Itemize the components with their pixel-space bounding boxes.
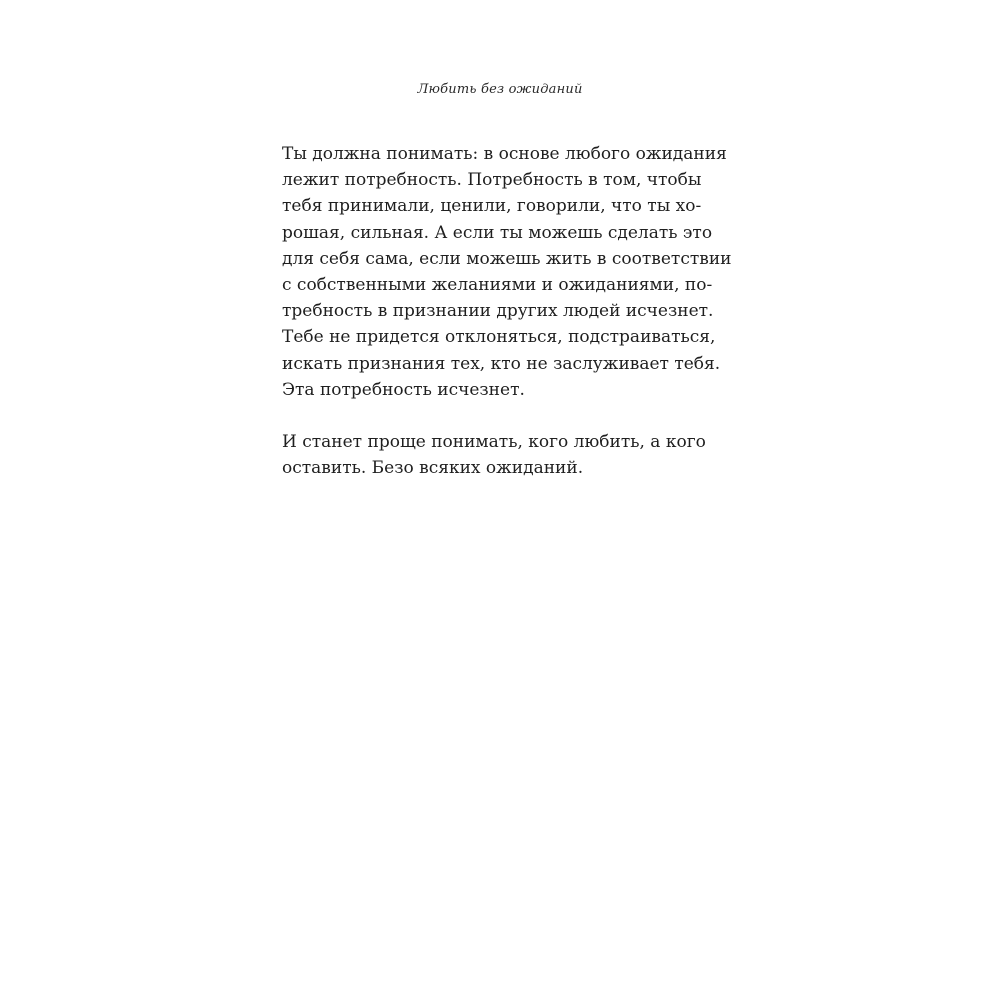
text-line: Эта потребность исчезнет. (282, 379, 525, 400)
paragraph-1 (282, 141, 732, 403)
text-line: Ты должна понимать: в основе любого ожидания (282, 144, 727, 164)
text-line: лежит потребность. Потребность в том, чтобы (282, 170, 702, 191)
paragraph-spacer (282, 403, 732, 429)
running-header-title: Любить без ожиданий (417, 82, 583, 97)
paragraph-2 (282, 429, 732, 481)
text-line: тебя принимали, ценили, говорили, что ты хо- (282, 196, 702, 217)
text-line: для себя сама, если можешь жить в соответствии (282, 248, 732, 269)
text-line: требность в признании других людей исчезнет. (282, 301, 714, 322)
text-line: Тебе не придется отклоняться, подстраиваться, (282, 327, 716, 348)
text-line: искать признания тех, кто не заслуживает тебя. (282, 353, 721, 374)
body-text (282, 141, 732, 481)
text-line: И станет проще понимать, кого любить, а кого (282, 432, 706, 453)
text-line: с собственными желаниями и ожиданиями, по- (282, 275, 713, 296)
text-line: оставить. Безо всяких ожиданий. (282, 458, 584, 479)
text-line: рошая, сильная. А если ты можешь сделать это (282, 222, 713, 243)
